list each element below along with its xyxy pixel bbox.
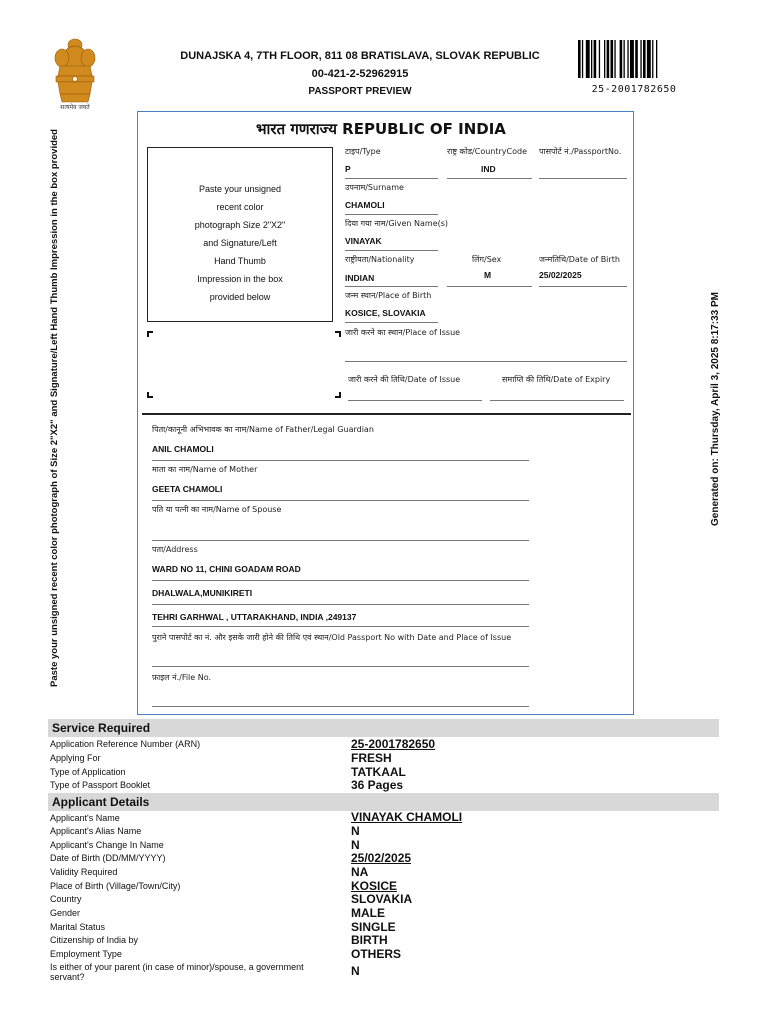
- alias-name-value: N: [351, 824, 360, 838]
- citizenship-value: BIRTH: [351, 933, 388, 947]
- country-code-value: IND: [481, 164, 496, 174]
- sex-value: M: [484, 270, 492, 280]
- document-title: PASSPORT PREVIEW: [308, 86, 412, 97]
- surname-label: उपनाम/Surname: [345, 183, 404, 192]
- arn-label: Application Reference Number (ARN): [50, 739, 201, 749]
- old-passport-label: पुराने पासपोर्ट का नं. और इसके जारी होने की तिथि एवं स्थान/Old Passport No with Date and Place of Issue: [152, 633, 512, 642]
- signature-corner-mark: [147, 331, 153, 337]
- passport-no-label: पासपोर्ट नं./PassportNo.: [539, 147, 622, 156]
- date-of-issue-label: जारी करने की तिथि/Date of Issue: [348, 375, 461, 384]
- dob-label: जन्मतिथि/Date of Birth: [539, 255, 620, 264]
- country-label: Country: [50, 894, 82, 904]
- given-name-label: दिया गया नाम/Given Name(s): [345, 219, 449, 228]
- field-underline: [490, 400, 624, 401]
- birth-place-label: Place of Birth (Village/Town/City): [50, 881, 181, 891]
- signature-corner-mark: [335, 392, 341, 398]
- employment-type-label: Employment Type: [50, 949, 122, 959]
- nationality-label: राष्ट्रीयता/Nationality: [345, 255, 415, 264]
- service-required-heading: Service Required: [48, 719, 719, 737]
- nationality-value: INDIAN: [345, 273, 375, 283]
- photo-line: provided below: [209, 292, 271, 302]
- generated-timestamp: Generated on: Thursday, April 3, 2025 8:17:33 PM: [710, 292, 721, 526]
- application-type-label: Type of Application: [50, 767, 126, 777]
- date-of-expiry-label: समाप्ति की तिथि/Date of Expiry: [502, 375, 611, 384]
- barcode-number: 25-2001782650: [591, 84, 677, 95]
- photo-line: Paste your unsigned: [198, 184, 282, 194]
- field-underline: [345, 178, 438, 179]
- place-of-issue-label: जारी करने का स्थान/Place of Issue: [345, 328, 461, 337]
- field-underline: [345, 322, 438, 323]
- field-underline: [345, 214, 438, 215]
- change-in-name-value: N: [351, 838, 360, 852]
- section-separator: [142, 413, 631, 415]
- signature-corner-mark: [147, 392, 153, 398]
- sex-label: लिंग/Sex: [472, 255, 502, 264]
- surname-value: CHAMOLI: [345, 200, 385, 210]
- change-in-name-label: Applicant's Change In Name: [50, 840, 164, 850]
- field-underline: [539, 286, 627, 287]
- mother-name-value: GEETA CHAMOLI: [152, 484, 223, 494]
- photo-line: photograph Size 2"X2": [194, 220, 286, 230]
- field-underline: [152, 460, 529, 461]
- field-underline: [447, 286, 532, 287]
- field-underline: [152, 706, 529, 707]
- photo-line: Hand Thumb: [214, 256, 266, 266]
- field-underline: [152, 500, 529, 501]
- field-underline: [152, 666, 529, 667]
- dob-row-label: Date of Birth (DD/MM/YYYY): [50, 853, 166, 863]
- applying-for-value: FRESH: [351, 751, 392, 765]
- address-line-3: TEHRI GARHWAL , UTTARAKHAND, INDIA ,249137: [152, 612, 357, 622]
- arn-value: 25-2001782650: [351, 737, 436, 751]
- type-value: P: [345, 164, 351, 174]
- signature-corner-mark: [335, 331, 341, 337]
- govt-servant-label: Is either of your parent (in case of minor)/spouse, a government servant?: [50, 962, 304, 982]
- country-code-label: राष्ट्र कोड/CountryCode: [447, 147, 528, 156]
- photo-instructions-side: Paste your unsigned recent color photograph of Size 2"X2" and Signature/Left Hand Thumb Impression in the box provided: [49, 129, 60, 687]
- citizenship-label: Citizenship of India by: [50, 935, 139, 945]
- address-line-1: WARD NO 11, CHINI GOADAM ROAD: [152, 564, 301, 574]
- marital-status-label: Marital Status: [50, 922, 106, 932]
- field-underline: [152, 626, 529, 627]
- place-of-birth-label: जन्म स्थान/Place of Birth: [345, 291, 432, 300]
- applying-for-label: Applying For: [50, 753, 101, 763]
- field-underline: [348, 400, 482, 401]
- booklet-type-label: Type of Passport Booklet: [50, 780, 151, 790]
- photo-line: and Signature/Left: [203, 238, 277, 248]
- field-underline: [152, 604, 529, 605]
- type-label: टाइप/Type: [345, 147, 381, 156]
- barcode-icon: [578, 40, 690, 78]
- spouse-name-label: पति या पत्नी का नाम/Name of Spouse: [152, 505, 282, 514]
- passport-preview-frame: [137, 111, 634, 715]
- dob-row-value: 25/02/2025: [351, 851, 412, 865]
- field-underline: [345, 286, 438, 287]
- emblem-motto: सत्यमेव जयते: [60, 104, 90, 111]
- father-name-label: पिता/कानूनी अभिभावक का नाम/Name of Father/Legal Guardian: [152, 425, 374, 434]
- photo-box[interactable]: [147, 147, 333, 322]
- embassy-address: DUNAJSKA 4, 7TH FLOOR, 811 08 BRATISLAVA, SLOVAK REPUBLIC: [180, 50, 540, 62]
- preview-title: भारत गणराज्य REPUBLIC OF INDIA: [256, 120, 506, 138]
- photo-line: Impression in the box: [197, 274, 283, 284]
- field-underline: [152, 580, 529, 581]
- field-underline: [345, 250, 438, 251]
- marital-status-value: SINGLE: [351, 920, 396, 934]
- photo-instructions: [156, 180, 324, 306]
- father-name-value: ANIL CHAMOLI: [152, 444, 214, 454]
- govt-servant-value: N: [351, 964, 360, 978]
- booklet-type-value: 36 Pages: [351, 778, 404, 792]
- field-underline: [539, 178, 627, 179]
- birth-place-value: KOSICE: [351, 879, 398, 893]
- alias-name-label: Applicant's Alias Name: [50, 826, 142, 836]
- validity-value: NA: [351, 865, 369, 879]
- mother-name-label: माता का नाम/Name of Mother: [152, 465, 258, 474]
- given-name-value: VINAYAK: [345, 236, 382, 246]
- applicant-name-value: VINAYAK CHAMOLI: [351, 810, 463, 824]
- application-type-value: TATKAAL: [351, 765, 406, 779]
- embassy-phone: 00-421-2-52962915: [311, 68, 409, 80]
- applicant-name-label: Applicant's Name: [50, 813, 120, 823]
- dob-value: 25/02/2025: [539, 270, 582, 280]
- address-label: पता/Address: [152, 545, 198, 554]
- field-underline: [447, 178, 532, 179]
- address-line-2: DHALWALA,MUNIKIRETI: [152, 588, 253, 598]
- employment-type-value: OTHERS: [351, 947, 402, 961]
- applicant-details-heading: Applicant Details: [48, 793, 719, 811]
- validity-label: Validity Required: [50, 867, 118, 877]
- national-emblem-icon: [50, 36, 100, 110]
- field-underline: [152, 540, 529, 541]
- field-underline: [345, 361, 627, 362]
- gender-value: MALE: [351, 906, 385, 920]
- place-of-birth-value: KOSICE, SLOVAKIA: [345, 308, 426, 318]
- country-value: SLOVAKIA: [351, 892, 413, 906]
- file-no-label: फ़ाइल नं./File No.: [152, 673, 212, 682]
- gender-label: Gender: [50, 908, 81, 918]
- photo-line: recent color: [216, 202, 264, 212]
